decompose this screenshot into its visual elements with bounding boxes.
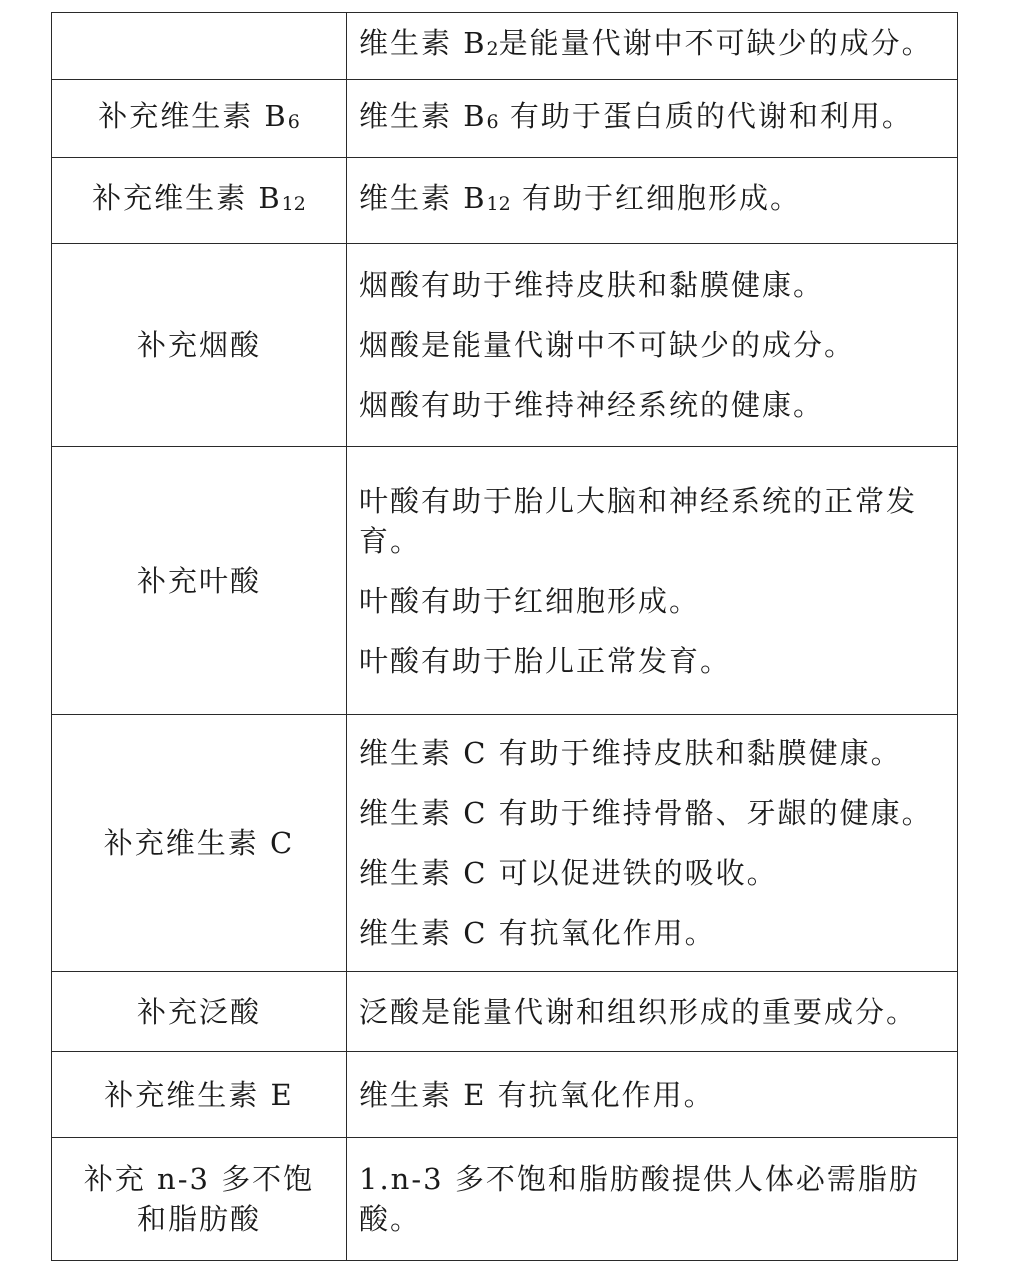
claim-cell: 补充 n-3 多不饱和脂肪酸 — [52, 1138, 347, 1261]
description-line: 维生素 C 可以促进铁的吸收。 — [359, 856, 778, 890]
description-cell — [347, 244, 958, 447]
description-line: 维生素 C 有助于维持皮肤和黏膜健康。 — [359, 736, 902, 770]
description-cell — [347, 447, 958, 715]
description-line: 叶酸有助于胎儿正常发育。 — [359, 643, 732, 678]
description-line: 维生素 C 有助于维持骨骼、牙龈的健康。 — [359, 796, 933, 830]
claim-cell: 补充烟酸 — [52, 244, 347, 447]
claim-cell: 补充维生素 C — [52, 715, 347, 972]
claim-cell: 补充叶酸 — [52, 447, 347, 715]
description-line: 烟酸有助于维持神经系统的健康。 — [359, 388, 825, 422]
health-claims-table — [51, 12, 958, 1261]
description-line: 维生素 $B_6$ 有助于蛋白质的代谢和利用。 — [359, 98, 913, 133]
description-line: 维生素 E 有抗氧化作用。 — [359, 1077, 715, 1112]
description-cell — [347, 13, 958, 80]
table-row — [52, 1138, 958, 1261]
description-cell — [347, 972, 958, 1052]
description-line: 维生素 $B_{12}$ 有助于红细胞形成。 — [359, 180, 801, 215]
description-line: 1.n-3 多不饱和脂肪酸提供人体必需脂肪酸。 — [359, 1162, 920, 1236]
description-line: 烟酸有助于维持皮肤和黏膜健康。 — [359, 268, 825, 302]
description-cell — [347, 158, 958, 244]
description-cell — [347, 715, 958, 972]
table-row — [52, 80, 958, 158]
table-row — [52, 13, 958, 80]
table-row — [52, 158, 958, 244]
table-row — [52, 1052, 958, 1138]
claim-cell: 补充泛酸 — [52, 972, 347, 1052]
claim-cell: 补充维生素 $B_{12}$ — [52, 158, 347, 244]
table-row — [52, 972, 958, 1052]
description-line: 维生素 C 有抗氧化作用。 — [359, 916, 716, 950]
claim-cell: 补充维生素 $B_6$ — [52, 80, 347, 158]
description-line: 维生素 $B_2$是能量代谢中不可缺少的成分。 — [359, 26, 933, 60]
claim-cell — [52, 13, 347, 80]
description-line: 泛酸是能量代谢和组织形成的重要成分。 — [359, 994, 918, 1029]
claim-cell: 补充维生素 E — [52, 1052, 347, 1138]
description-line: 叶酸有助于红细胞形成。 — [359, 583, 701, 618]
description-line: 烟酸是能量代谢中不可缺少的成分。 — [359, 328, 856, 362]
description-line: 叶酸有助于胎儿大脑和神经系统的正常发育。 — [359, 483, 918, 558]
description-cell — [347, 80, 958, 158]
table-row — [52, 244, 958, 447]
description-cell — [347, 1052, 958, 1138]
table-row — [52, 447, 958, 715]
table-row — [52, 715, 958, 972]
description-cell — [347, 1138, 958, 1261]
